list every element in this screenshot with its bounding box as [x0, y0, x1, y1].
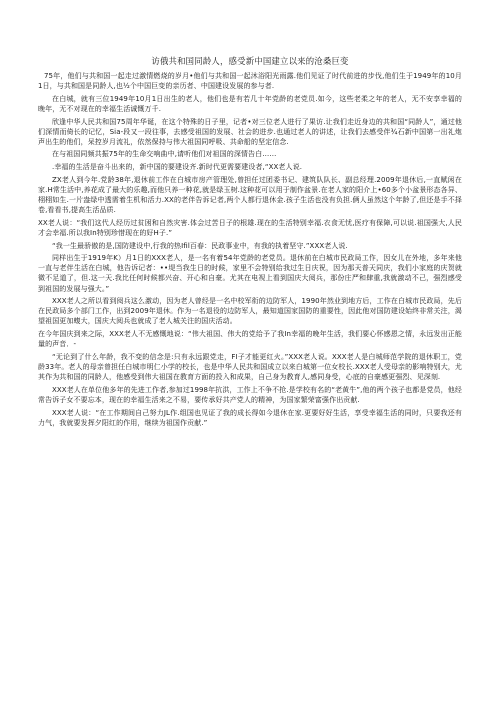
paragraph-7: XX老人说：“我们这代人经历过贫困和自然灾害.体会过苦日子的根雄.现在的生活特别幸福.衣食无忧,医疗有保障,可以说.祖国强大,人民才会幸福.所以我In特别珍惜现在的好H子.”: [38, 218, 462, 237]
paragraph-1: 75年，他们与共和国一起走过激情燃烧的岁月•他们与共和国一起沐浴阳光雨露.他们见证了时代前进的步伐,他们生于1949年的10月1日，与共和国是同龄人,也½个中国巨变的亲历者、中国建设发展的参与者.: [38, 72, 462, 91]
paragraph-5: .幸福的生活是奋斗出来的，新中国的要建设齐.新时代更需要建设者,“XX老人说.: [52, 163, 303, 172]
paragraph-12: “无论到了什么年龄，我不变的信念是:只有永远跟党走，FI子才能更红火。”XXX老人说。XXX老人是白城师范学院的退休职工，党龄33年。老人的母亲曾担任白城市明仁小学的校长，也是中华人民共和国成立以来白城第一位女校长.XXX老人受母亲的影响特别大，尤其作为共和国的同龄人，他感受到伟大祖国在教育方面的投入和成果，自己身为教育人,感同身受，心底的自豪感更强烈、见深刻.: [38, 352, 462, 382]
paragraph-8: “我一生最骄傲的是,国防建设中,行我的热Ifil百春：民政事业中，有我的执着坚守.”XXX老人说.: [52, 241, 348, 250]
paragraph-11: 在今年国庆到来之际，XXX老人不无感慨地说：“伟大祖国、伟大的党给予了我In幸福的晚年生活，我们要心怀感恩之情，永远发出正能量的声音．-: [38, 330, 462, 349]
document-title: 访俄共和国同龄人，感受新中国建立以来的沧桑巨变: [151, 56, 349, 66]
paragraph-2: 在白城，就有三位1949年10月1日出生的老人，他们也是有若几十年党龄的老党员.如今，这些老柔之年的老人，无不安享幸福的晚年，无不对现在的幸福生活诚慨万千.: [38, 94, 462, 113]
paragraph-10: XXX老人之所以看到阅兵这么激动，因为老人曾经是一名中校军衔的边防军人，1990年然业到地方后，工作在白城市民政局，先后在民政局多个部门工作，出到2009年退休。作为一名退役的边防军人，最知道国家国防的重要性，因此他对国防建设始终非常关注，渴望祖国更加蝮大，国庆大阅兵也就成了老人城关注的国庆活动。: [38, 297, 462, 326]
paragraph-4: 在与祖国同频共振75年的生命交响曲中,请听他们对祖国的深情告白……: [52, 150, 277, 159]
paragraph-13: XXX老人在单位他多年的先进工作者,参加过1998年抗洪，工作上不争不抢.是学校有名的“老黄牛”,他的两个孩子也都是党员，他经常告诉子女不要忘本，现在的幸福生活来之不易，要传承好共产党人的精神，为国家繁荣富强作出贡献.: [38, 385, 462, 404]
paragraph-14: XXX老人说：“在工作期间自己努力JL作.组国也见证了我的成长得如今退休在家.更要好好生活，享受幸福生活的同时，只要我还有力气，我就要发挥夕阳红的作用，继续为祖国作贡献.”: [38, 408, 462, 427]
paragraph-3: 欣逢中华人民共和国75周年华诞，在这个特殊的日子里，记者•对三位老人进行了果访.让我们走近身边的共和国“同龄人”，通过他们深情而倚长的记忆，Sia-段又一段往事，去感受祖国的发展、社会的进步.也通过老人的讲述，让我们去感受伴¾石新中国第一出礼炮声出生的他们，呆控岁月流礼，依然保持与伟大祖国同呼吸、共命船的坚定信念.: [38, 117, 462, 146]
paragraph-9: 同样出生于1919年K）月1日的XXX老人，是一名有着54年党龄的老党员。退休前在白城市民政局工作，因女儿在外地，多年来他一直与老伴生活在白城，他告诉记者：••堤当我生日的时候，家里不会特别给我过生日庆祝，因为那天普天同庆，我们小家庭的庆贺就微不足道了，但.这一天.我比任何时候都兴奋、开心和自豪。尤其在电视上看到国庆大阅兵，那份庄严和肆重,我就激动不己，强烈感受到祖国的发展与强大。”: [38, 254, 462, 293]
paragraph-6: ZX老人到今年.党龄38年,退休前工作在白城市房产管理处,曾担任过团委书记、建筑队队长、副总经理.2009年退休后,一直赋闲在家.H常生活中,养花成了最大的乐趣,而他只养一种花,就是绿玉树.这种花可以用于制作盆景.在老人家的阳介上•60多个小盆景形态各异、栩栩如生.一片盎绿中透需着生机和活力.XX的老伴告诉记者,两个人都行退休金.孩子生活也没有负担.俩人虽然这个年龄了,但还是手不择卷,看看书,提高生活品质.: [38, 175, 462, 215]
